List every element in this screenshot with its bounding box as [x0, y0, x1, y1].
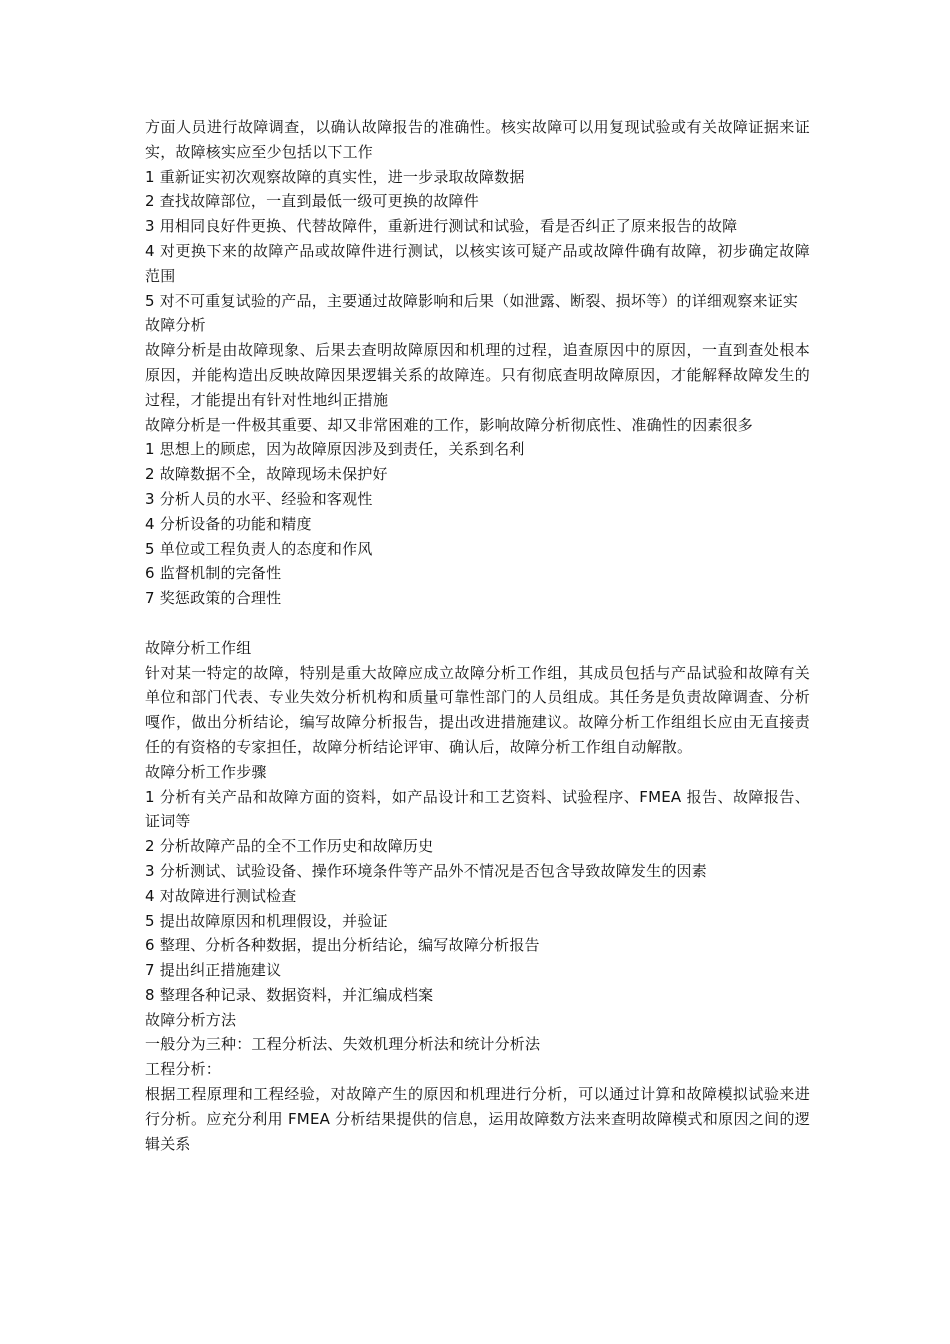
- list-item: 2 查找故障部位，一直到最低一级可更换的故障件: [145, 192, 479, 211]
- list-item: 6 监督机制的完备性: [145, 564, 282, 583]
- list-item: 4 对故障进行测试检查: [145, 886, 297, 905]
- list-item: 3 分析测试、试验设备、操作环境条件等产品外不情况是否包含导致故障发生的因素: [145, 861, 707, 880]
- paragraph: 根据工程原理和工程经验，对故障产生的原因和机理进行分析，可以通过计算和故障模拟试验来进行分析。应充分利用 FMEA 分析结果提供的信息，运用故障数方法来查明故障模式和原因之间的逻辑关系: [145, 1085, 810, 1153]
- list-item: 3 分析人员的水平、经验和客观性: [145, 489, 373, 508]
- list-item: 1 重新证实初次观察故障的真实性，进一步录取故障数据: [145, 167, 525, 186]
- paragraph: 故障分析是一件极其重要、却又非常困难的工作，影响故障分析彻底性、准确性的因素很多: [145, 415, 754, 434]
- list-item: 4 对更换下来的故障产品或故障件进行测试，以核实该可疑产品或故障件确有故障，初步确定故障范围: [145, 241, 810, 285]
- list-item: 3 用相同良好件更换、代替故障件，重新进行测试和试验，看是否纠正了原来报告的故障: [145, 217, 738, 236]
- list-item: 2 故障数据不全，故障现场未保护好: [145, 465, 388, 484]
- paragraph: 故障分析是由故障现象、后果去查明故障原因和机理的过程，追查原因中的原因，一直到查处根本原因，并能构造出反映故障因果逻辑关系的故障连。只有彻底查明故障原因，才能解释故障发生的过程，才能提出有针对性地纠正措施: [145, 341, 810, 409]
- list-item: 7 提出纠正措施建议: [145, 961, 282, 980]
- document-body: [145, 115, 810, 1156]
- list-item: 5 提出故障原因和机理假设，并验证: [145, 911, 388, 930]
- section-heading: 故障分析工作步骤: [145, 762, 267, 781]
- list-item: 5 对不可重复试验的产品，主要通过故障影响和后果（如泄露、断裂、损坏等）的详细观察来证实: [145, 291, 799, 310]
- list-item: 1 分析有关产品和故障方面的资料，如产品设计和工艺资料、试验程序、FMEA 报告、故障报告、证词等: [145, 787, 810, 831]
- section-heading: 工程分析：: [145, 1060, 222, 1079]
- paragraph: 针对某一特定的故障，特别是重大故障应成立故障分析工作组，其成员包括与产品试验和故障有关单位和部门代表、专业失效分析机构和质量可靠性部门的人员组成。其任务是负责故障调查、分析嘎作，做出分析结论，编写故障分析报告，提出改进措施建议。故障分析工作组组长应由无直接责任的有资格的专家担任，故障分析结论评审、确认后，故障分析工作组自动解散。: [145, 663, 810, 756]
- blank-line: [145, 611, 810, 636]
- section-heading: 故障分析方法: [145, 1010, 237, 1029]
- list-item: 5 单位或工程负责人的态度和作风: [145, 539, 373, 558]
- list-item: 6 整理、分析各种数据，提出分析结论，编写故障分析报告: [145, 936, 540, 955]
- list-item: 1 思想上的顾虑，因为故障原因涉及到责任，关系到名利: [145, 440, 525, 459]
- list-item: 4 分析设备的功能和精度: [145, 514, 312, 533]
- paragraph: 方面人员进行故障调查，以确认故障报告的准确性。核实故障可以用复现试验或有关故障证据来证实，故障核实应至少包括以下工作: [145, 118, 810, 161]
- paragraph: 一般分为三种：工程分析法、失效机理分析法和统计分析法: [145, 1035, 541, 1054]
- list-item: 2 分析故障产品的全不工作历史和故障历史: [145, 837, 434, 856]
- section-heading: 故障分析: [145, 316, 206, 335]
- list-item: 7 奖惩政策的合理性: [145, 589, 282, 608]
- list-item: 8 整理各种记录、数据资料，并汇编成档案: [145, 985, 434, 1004]
- section-heading: 故障分析工作组: [145, 638, 252, 657]
